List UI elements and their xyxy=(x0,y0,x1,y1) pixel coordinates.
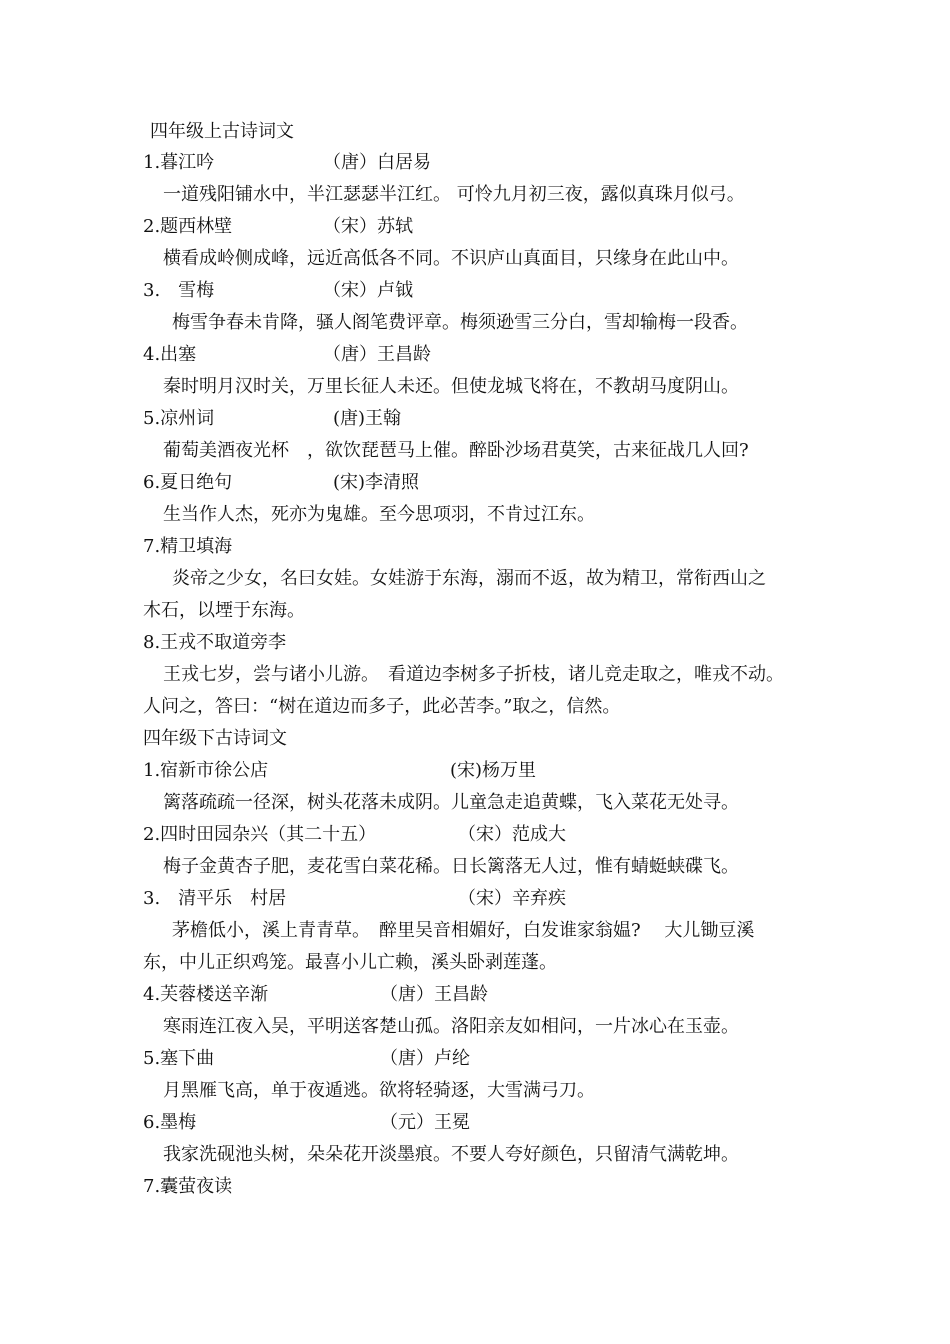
poem-title-row xyxy=(0,1172,950,1202)
poem-text xyxy=(0,308,950,338)
poem-text xyxy=(0,660,950,690)
poem-text xyxy=(0,788,950,818)
poem-text xyxy=(0,596,950,626)
poem-text-content: 梅雪争春未肯降，骚人阁笔费评章。梅须逊雪三分白，雪却输梅一段香。 xyxy=(172,312,748,333)
poem-title: 5.凉州词 xyxy=(143,408,215,429)
poem-text xyxy=(0,692,950,722)
poem-title: 5.塞下曲 xyxy=(143,1048,215,1069)
poem-author: (唐)王翰 xyxy=(333,408,402,429)
section-heading-text: 四年级上古诗词文 xyxy=(150,121,294,142)
poem-text-content: 人问之，答曰：“树在道边而多子，此必苦李。”取之，信然。 xyxy=(143,696,621,717)
poem-text-content: 王戎七岁，尝与诸小儿游。 看道边李树多子折枝，诸儿竞走取之，唯戎不动。 xyxy=(163,664,784,685)
poem-text-content: 篱落疏疏一径深，树头花落未成阴。儿童急走追黄蝶，飞入菜花无处寻。 xyxy=(163,792,739,813)
poem-title-row xyxy=(0,340,950,370)
poem-text xyxy=(0,372,950,402)
poem-title-row xyxy=(0,148,950,178)
poem-title: 4.出塞 xyxy=(143,344,197,365)
poem-author: (宋)杨万里 xyxy=(450,760,537,781)
poem-title: 7.精卫填海 xyxy=(143,536,233,557)
poem-author: （宋）苏轼 xyxy=(323,216,413,237)
poem-author: （唐）王昌龄 xyxy=(323,344,431,365)
poem-title: 2.四时田园杂兴（其二十五） xyxy=(143,824,377,845)
poem-text-content: 梅子金黄杏子肥，麦花雪白菜花稀。日长篱落无人过，惟有蜻蜓蛱碟飞。 xyxy=(163,856,739,877)
poem-author: （唐）王昌龄 xyxy=(380,984,488,1005)
poem-title-row xyxy=(0,628,950,658)
poem-author: (宋)李清照 xyxy=(333,472,420,493)
poem-text-content: 月黑雁飞高，单于夜遁逃。欲将轻骑逐，大雪满弓刀。 xyxy=(163,1080,595,1101)
poem-author: （宋）辛弃疾 xyxy=(458,888,566,909)
poem-text xyxy=(0,1140,950,1170)
poem-title-row xyxy=(0,532,950,562)
poem-text xyxy=(0,1076,950,1106)
poem-text xyxy=(0,244,950,274)
poem-text-content: 东，中儿正织鸡笼。最喜小儿亡赖，溪头卧剥莲蓬。 xyxy=(143,952,557,973)
poem-title-row xyxy=(0,1108,950,1138)
poem-text-content: 炎帝之少女，名曰女娃。女娃游于东海，溺而不返，故为精卫，常衔西山之 xyxy=(172,568,766,589)
poem-title: 1.宿新市徐公店 xyxy=(143,760,269,781)
poem-author: （元）王冕 xyxy=(380,1112,470,1133)
poem-text xyxy=(0,500,950,530)
poem-text-content: 生当作人杰，死亦为鬼雄。至今思项羽，不肯过江东。 xyxy=(163,504,595,525)
poem-title: 8.王戎不取道旁李 xyxy=(143,632,287,653)
poem-title-row xyxy=(0,404,950,434)
poem-text-content: 寒雨连江夜入吴，平明送客楚山孤。洛阳亲友如相问，一片冰心在玉壶。 xyxy=(163,1016,739,1037)
poem-title-row xyxy=(0,276,950,306)
poem-text-content: 木石，以堙于东海。 xyxy=(143,600,305,621)
poem-text-content: 横看成岭侧成峰，远近高低各不同。不识庐山真面目，只缘身在此山中。 xyxy=(163,248,739,269)
poem-author: （宋）范成大 xyxy=(458,824,566,845)
poem-text-content: 秦时明月汉时关，万里长征人未还。但使龙城飞将在，不教胡马度阴山。 xyxy=(163,376,739,397)
poem-title-row xyxy=(0,820,950,850)
poem-title: 3. 清平乐 村居 xyxy=(143,888,287,909)
poem-text xyxy=(0,564,950,594)
poem-title: 3. 雪梅 xyxy=(143,280,215,301)
poem-title: 6.夏日绝句 xyxy=(143,472,233,493)
section-heading xyxy=(0,117,950,147)
poem-author: （唐）卢纶 xyxy=(380,1048,470,1069)
poem-title: 4.芙蓉楼送辛渐 xyxy=(143,984,269,1005)
poem-title-row xyxy=(0,980,950,1010)
poem-author: （唐）白居易 xyxy=(323,152,431,173)
section-heading xyxy=(0,724,950,754)
poem-title: 7.囊萤夜读 xyxy=(143,1176,233,1197)
poem-text xyxy=(0,852,950,882)
poem-title: 2.题西林壁 xyxy=(143,216,233,237)
poem-title: 6.墨梅 xyxy=(143,1112,197,1133)
poem-title-row xyxy=(0,212,950,242)
poem-text-content: 一道残阳铺水中，半江瑟瑟半江红。 可怜九月初三夜，露似真珠月似弓。 xyxy=(163,184,745,205)
poem-title: 1.暮江吟 xyxy=(143,152,215,173)
poem-text xyxy=(0,1012,950,1042)
poem-text xyxy=(0,916,950,946)
poem-text xyxy=(0,948,950,978)
poem-author: （宋）卢钺 xyxy=(323,280,413,301)
poem-title-row xyxy=(0,468,950,498)
poem-text-content: 我家洗砚池头树，朵朵花开淡墨痕。不要人夸好颜色，只留清气满乾坤。 xyxy=(163,1144,739,1165)
poem-text xyxy=(0,436,950,466)
poem-title-row xyxy=(0,1044,950,1074)
poem-title-row xyxy=(0,884,950,914)
poem-title-row xyxy=(0,756,950,786)
poem-text-content: 茅檐低小，溪上青青草。 醉里吴音相媚好，白发谁家翁媪? 大儿锄豆溪 xyxy=(172,920,755,941)
section-heading-text: 四年级下古诗词文 xyxy=(143,728,287,749)
poem-text-content: 葡萄美酒夜光杯 ，欲饮琵琶马上催。醉卧沙场君莫笑，古来征战几人回? xyxy=(163,440,749,461)
poem-text xyxy=(0,180,950,210)
